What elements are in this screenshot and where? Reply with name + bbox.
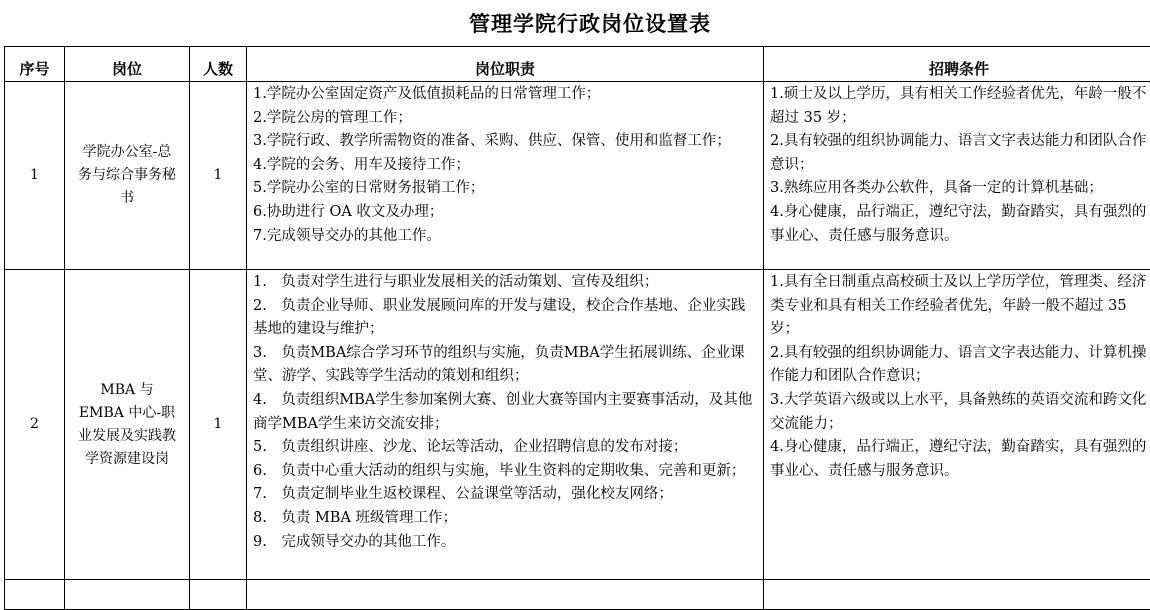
- row-requirements: [764, 82, 1150, 270]
- empty-cell: [190, 580, 247, 610]
- requirement-item: 1.具有全日制重点高校硕士及以上学历学位，管理类、经济类专业和具有相关工作经验者优先，年龄一般不超过 35 岁；: [770, 271, 1150, 342]
- duty-item: 2. 负责企业导师、职业发展顾问库的开发与建设，校企合作基地、企业实践基地的建设与维护；: [253, 295, 759, 342]
- table-row: [5, 580, 1150, 610]
- row-count: 1: [190, 270, 247, 580]
- duty-item: 1.学院办公室固定资产及低值损耗品的日常管理工作；: [253, 83, 759, 107]
- header-count: 人数: [190, 47, 247, 82]
- empty-cell: [247, 580, 764, 610]
- duty-item: 4. 负责组织MBA学生参加案例大赛、创业大赛等国内主要赛事活动，及其他商学MBA学生来访交流安排；: [253, 389, 759, 436]
- duty-item: 3. 负责MBA综合学习环节的组织与实施，负责MBA学生拓展训练、企业课堂、游学、实践等学生活动的策划和组织；: [253, 342, 759, 389]
- requirement-item: 3.大学英语六级或以上水平，具备熟练的英语交流和跨文化交流能力；: [770, 389, 1150, 436]
- requirement-item: 4.身心健康，品行端正，遵纪守法，勤奋踏实，具有强烈的事业心、责任感与服务意识。: [770, 201, 1150, 248]
- row-position: [65, 82, 190, 270]
- duty-item: 2.学院公房的管理工作；: [253, 107, 759, 131]
- duty-item: 6. 负责中心重大活动的组织与实施，毕业生资料的定期收集、完善和更新；: [253, 460, 759, 484]
- row-duties: [247, 82, 764, 270]
- position-table: [4, 46, 1150, 610]
- duty-item: 8. 负责 MBA 班级管理工作；: [253, 507, 759, 531]
- page-title: 管理学院行政岗位设置表: [0, 8, 1150, 38]
- row-duties: [247, 270, 764, 580]
- duty-item: 1. 负责对学生进行与职业发展相关的活动策划、宣传及组织；: [253, 271, 759, 295]
- row-position: [65, 270, 190, 580]
- duty-item: 7. 负责定制毕业生返校课程、公益课堂等活动，强化校友网络；: [253, 483, 759, 507]
- requirement-item: 4.身心健康，品行端正，遵纪守法，勤奋踏实，具有强烈的事业心、责任感与服务意识。: [770, 436, 1150, 483]
- requirement-item: 3.熟练应用各类办公软件，具备一定的计算机基础；: [770, 177, 1150, 201]
- duty-item: 7.完成领导交办的其他工作。: [253, 225, 759, 249]
- header-requirements: 招聘条件: [764, 47, 1150, 82]
- duty-item: 6.协助进行 OA 收文及办理；: [253, 201, 759, 225]
- requirement-item: 2.具有较强的组织协调能力、语言文字表达能力、计算机操作能力和团队合作意识；: [770, 342, 1150, 389]
- row-requirements: [764, 270, 1150, 580]
- table-row: [5, 270, 1150, 580]
- duty-item: 5.学院办公室的日常财务报销工作；: [253, 177, 759, 201]
- duty-item: 4.学院的会务、用车及接待工作；: [253, 154, 759, 178]
- row-position-text: 学院办公室-总务与综合事务秘书: [78, 141, 176, 210]
- row-seq: 1: [5, 82, 65, 270]
- empty-cell: [764, 580, 1150, 610]
- requirement-item: 2.具有较强的组织协调能力、语言文字表达能力和团队合作意识；: [770, 130, 1150, 177]
- row-count: 1: [190, 82, 247, 270]
- row-seq: 2: [5, 270, 65, 580]
- empty-cell: [65, 580, 190, 610]
- header-duties: 岗位职责: [247, 47, 764, 82]
- table-header-row: [5, 47, 1150, 82]
- duty-item: 3.学院行政、教学所需物资的准备、采购、供应、保管、使用和监督工作；: [253, 130, 759, 154]
- row-position-text: MBA 与 EMBA 中心-职业发展及实践教学资源建设岗: [78, 379, 176, 471]
- duty-item: 9. 完成领导交办的其他工作。: [253, 531, 759, 555]
- duty-item: 5. 负责组织讲座、沙龙、论坛等活动，企业招聘信息的发布对接；: [253, 436, 759, 460]
- table-row: [5, 82, 1150, 270]
- header-seq: 序号: [5, 47, 65, 82]
- header-position: 岗位: [65, 47, 190, 82]
- requirement-item: 1.硕士及以上学历，具有相关工作经验者优先，年龄一般不超过 35 岁；: [770, 83, 1150, 130]
- empty-cell: [5, 580, 65, 610]
